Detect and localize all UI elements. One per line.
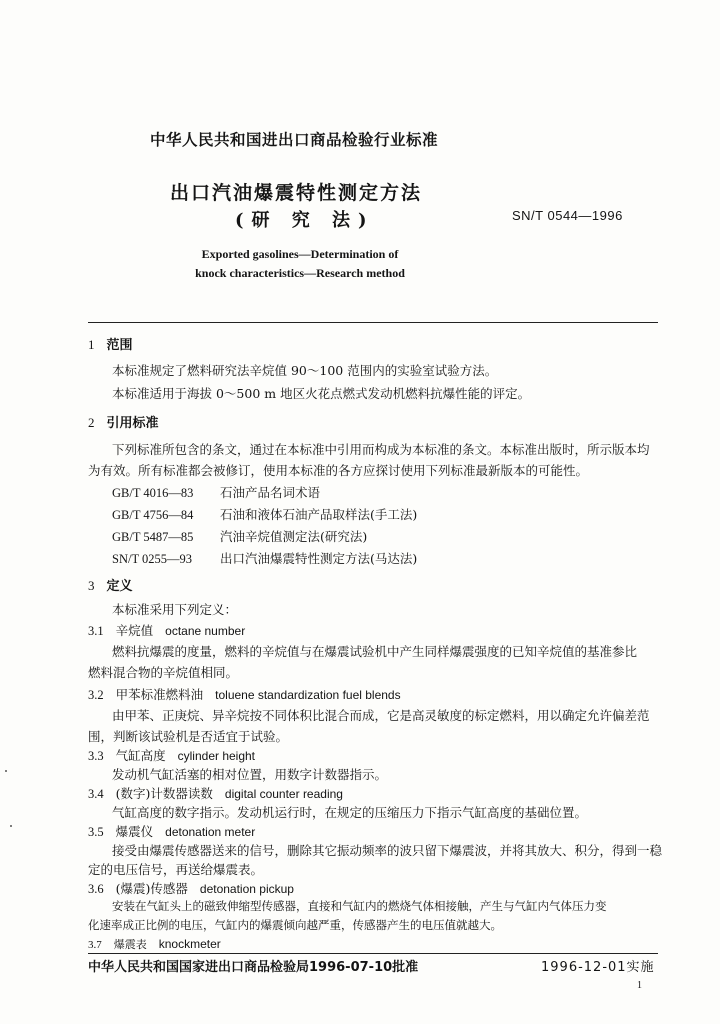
- term-number: 3.3: [88, 749, 104, 763]
- paragraph: 本标准采用下列定义：: [112, 602, 238, 617]
- term-chinese: (数字)计数器读数: [115, 786, 213, 801]
- reference-code: GB/T 4016—83: [112, 486, 194, 500]
- section-1-heading: [88, 334, 133, 353]
- term-english: octane number: [165, 624, 246, 638]
- term-english: cylinder height: [177, 749, 256, 763]
- term-english: digital counter reading: [224, 787, 343, 801]
- organization-title: 中华人民共和国进出口商品检验行业标准: [150, 131, 439, 149]
- paragraph: 本标准规定了燃料研究法辛烷值 90～100 范围内的实验室试验方法。: [112, 363, 498, 378]
- term-definition: 化速率成正比例的电压，气缸内的爆震倾向越严重，传感器产生的电压值就越大。: [88, 918, 502, 932]
- english-title-line1: Exported gasolines—Determination of: [201, 247, 399, 261]
- paragraph: 下列标准所包含的条文，通过在本标准中引用而构成为本标准的条文。本标准出版时，所示版本均: [112, 442, 650, 457]
- section-title: 引用标准: [106, 416, 159, 431]
- reference-item: [112, 549, 417, 567]
- term-english: detonation meter: [165, 825, 256, 839]
- section-title: 定义: [106, 579, 133, 594]
- term-definition: 气缸高度的数字指示。发动机运行时，在规定的压缩压力下指示气缸高度的基础位置。: [112, 805, 588, 820]
- term-heading: [88, 621, 245, 639]
- page-number: 1: [637, 980, 642, 991]
- term-number: 3.4: [88, 787, 104, 801]
- term-heading: [88, 879, 294, 897]
- reference-code: GB/T 5487—85: [112, 530, 194, 544]
- term-definition: 燃料混合物的辛烷值相同。: [88, 665, 239, 680]
- paragraph: 本标准适用于海拔 0～500 m 地区火花点燃式发动机燃料抗爆性能的评定。: [112, 386, 531, 401]
- term-english: detonation pickup: [199, 882, 294, 896]
- term-heading: [88, 784, 343, 802]
- term-number: 3.7: [88, 939, 102, 951]
- reference-code: SN/T 0255—93: [112, 552, 192, 566]
- term-number: 3.2: [88, 688, 104, 702]
- reference-code: GB/T 4756—84: [112, 508, 194, 522]
- section-number: 3: [88, 578, 95, 593]
- term-heading: [88, 685, 401, 703]
- section-3-heading: [88, 575, 133, 594]
- term-chinese: 甲苯标准燃料油: [115, 687, 204, 702]
- english-title-line2: knock characteristics—Research method: [195, 266, 405, 280]
- header-divider: [88, 322, 658, 323]
- term-definition: 安装在气缸头上的磁致伸缩型传感器，直接和气缸内的燃烧气体相接触，产生与气缸内气体压力变: [112, 899, 607, 913]
- issuer-approval: 中华人民共和国国家进出口商品检验局1996-07-10批准: [88, 960, 419, 975]
- term-definition: 由甲苯、正庚烷、异辛烷按不同体积比混合而成，它是高灵敏度的标定燃料，用以确定允许偏差范: [112, 708, 650, 723]
- term-chinese: 爆震表: [113, 938, 147, 951]
- term-heading: [88, 822, 255, 840]
- section-number: 1: [88, 337, 95, 352]
- term-english: knockmeter: [158, 937, 221, 951]
- scan-speck: [10, 825, 12, 827]
- term-chinese: 气缸高度: [115, 748, 166, 763]
- paragraph: 为有效。所有标准都会被修订，使用本标准的各方应探讨使用下列标准最新版本的可能性。: [88, 463, 589, 478]
- reference-item: [112, 527, 367, 545]
- footer-divider: [88, 953, 658, 954]
- reference-item: [112, 505, 417, 523]
- term-number: 3.5: [88, 825, 104, 839]
- standard-code: SN/T 0544—1996: [512, 208, 623, 223]
- term-definition: 定的电压信号，再送给爆震表。: [88, 862, 264, 877]
- section-title: 范围: [106, 338, 133, 353]
- term-definition: 燃料抗爆震的度量，燃料的辛烷值与在爆震试验机中产生同样爆震强度的已知辛烷值的基准参比: [112, 644, 638, 659]
- term-definition: 围，判断该试验机是否适宜于试验。: [88, 729, 289, 744]
- document-title: 出口汽油爆震特性测定方法: [170, 182, 423, 204]
- term-heading: [88, 936, 221, 952]
- section-2-heading: [88, 412, 159, 431]
- term-definition: 发动机气缸活塞的相对位置，用数字计数器指示。: [112, 767, 388, 782]
- reference-item: [112, 483, 320, 501]
- term-heading: [88, 746, 255, 764]
- document-subtitle: (研 究 法): [235, 210, 375, 231]
- term-definition: 接受由爆震传感器送来的信号，删除其它振动频率的波只留下爆震波，并将其放大、积分，得到一稳: [112, 843, 663, 858]
- scan-speck: [5, 770, 7, 772]
- term-number: 3.6: [88, 882, 104, 896]
- term-english: toluene standardization fuel blends: [215, 688, 401, 702]
- term-chinese: 辛烷值: [115, 623, 154, 638]
- term-chinese: 爆震仪: [115, 824, 154, 839]
- reference-title: 石油和液体石油产品取样法(手工法): [220, 507, 418, 522]
- term-number: 3.1: [88, 624, 104, 638]
- section-number: 2: [88, 415, 95, 430]
- reference-title: 出口汽油爆震特性测定方法(马达法): [220, 551, 418, 566]
- reference-title: 石油产品名词术语: [220, 485, 321, 500]
- term-chinese: (爆震)传感器: [115, 881, 188, 896]
- effective-date: 1996-12-01实施: [541, 960, 655, 975]
- reference-title: 汽油辛烷值测定法(研究法): [220, 529, 368, 544]
